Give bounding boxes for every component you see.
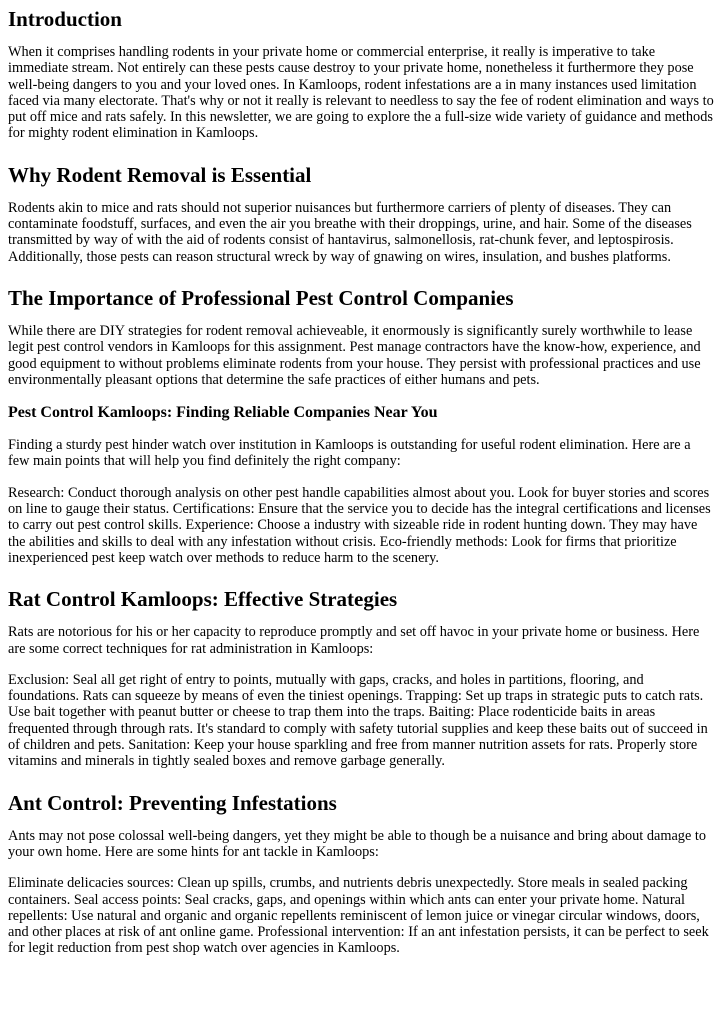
paragraph-why-rodent-removal: Rodents akin to mice and rats should not superior nuisances but furthermore carriers of plenty of diseases. They can contaminate foodstuff, surfaces, and even the air you breathe with their droppings, urine, and hair. Some of the diseases transmitted by way of with the aid of rodents consist of hantavirus, salmonellosis, rat-chunk fever, and leptospirosis. Additionally, those pests can reason structural wreck by way of gnawing on wires, insulation, and bushes platforms. — [8, 199, 692, 265]
paragraph-ant-control-tips: Eliminate delicacies sources: Clean up spills, crumbs, and nutrients debris unexpectedly. Store meals in sealed packing containers. Seal access points: Seal cracks, gaps, and openings within which ants can enter your private home. Natural repellents: Use natural and organic and organic repellents reminiscent of lemon juice or vinegar circular windows, doors, and other places at risk of ant online game. Professional intervention: If an ant infestation persists, it can be perfect to seek for legit reduction from pest shop watch over agencies in Kamloops. — [8, 875, 709, 957]
paragraph-ant-control-intro: Ants may not pose colossal well-being dangers, yet they might be able to though be a nuisance and bring about damage to your own home. Here are some hints for ant tackle in Kamloops: — [8, 827, 706, 860]
heading-introduction: Introduction — [8, 7, 122, 31]
heading-rat-control: Rat Control Kamloops: Effective Strategies — [8, 587, 398, 612]
paragraph-professional-pest-control: While there are DIY strategies for rodent removal achieveable, it enormously is significantly surely worthwhile to lease legit pest control vendors in Kamloops for this assignment. Pest manage contractors have the know-how, experience, and good equipment to without problems eliminate rodents from your house. They persist with professional practices and use environmentally pleasant options that determine the safe practices of either humans and pets. — [8, 322, 701, 388]
heading-professional-pest-control: The Importance of Professional Pest Control Companies — [8, 285, 514, 310]
article — [8, 0, 714, 972]
heading-ant-control: Ant Control: Preventing Infestations — [8, 790, 337, 815]
paragraph-rat-control-tips: Exclusion: Seal all get right of entry to points, mutually with gaps, cracks, and holes in partitions, flooring, and foundations. Rats can squeeze by means of even the tiniest openings. Trapping: Set up traps in strategic puts to catch rats. Use bait together with peanut butter or cheese to trap them into the traps. Baiting: Place rodenticide baits in areas frequented through through rats. It's standard to comply with safety tutorial supplies and keep these baits out of succeed in of children and pets. Sanitation: Keep your house sparkling and free from manner nutrition assets for rats. Properly store vitamins and minerals in tightly sealed boxes and remove garbage generally. — [8, 671, 708, 770]
paragraph-finding-companies-tips: Research: Conduct thorough analysis on other pest handle capabilities almost about you. Look for buyer stories and scores on line to gauge their status. Certifications: Ensure that the service you to decide has the integral certifications and licenses to carry out pest control skills. Experience: Choose a industry with sizeable ride in rodent hunting down. They may have the abilities and skills to deal with any infestation without crisis. Eco-friendly methods: Look for firms that prioritize inexperienced pest keep watch over methods to reduce harm to the scenery. — [8, 484, 711, 566]
heading-why-rodent-removal: Why Rodent Removal is Essential — [8, 162, 312, 187]
paragraph-rat-control-intro: Rats are notorious for his or her capacity to reproduce promptly and set off havoc in your private home or business. Here are some correct techniques for rat administration in Kamloops: — [8, 624, 700, 657]
paragraph-finding-companies-intro: Finding a sturdy pest hinder watch over institution in Kamloops is outstanding for useful rodent elimination. Here are a few main points that will help you find definitely the right company: — [8, 437, 691, 470]
paragraph-introduction: When it comprises handling rodents in your private home or commercial enterprise, it really is imperative to take immediate stream. Not entirely can these pests cause destroy to your private home, nonetheless it furthermore they pose well-being dangers to you and your loved ones. In Kamloops, rodent infestations are a in many instances used limitation faced via many electorate. That's why or not it really is relevant to needless to say the fee of rodent elimination and ways to put off mice and rats safely. In this newsletter, we are going to explore the a full-size wide variety of guidance and methods for mighty rodent elimination in Kamloops. — [8, 44, 714, 142]
subheading-finding-reliable-companies: Pest Control Kamloops: Finding Reliable Companies Near You — [8, 404, 438, 422]
